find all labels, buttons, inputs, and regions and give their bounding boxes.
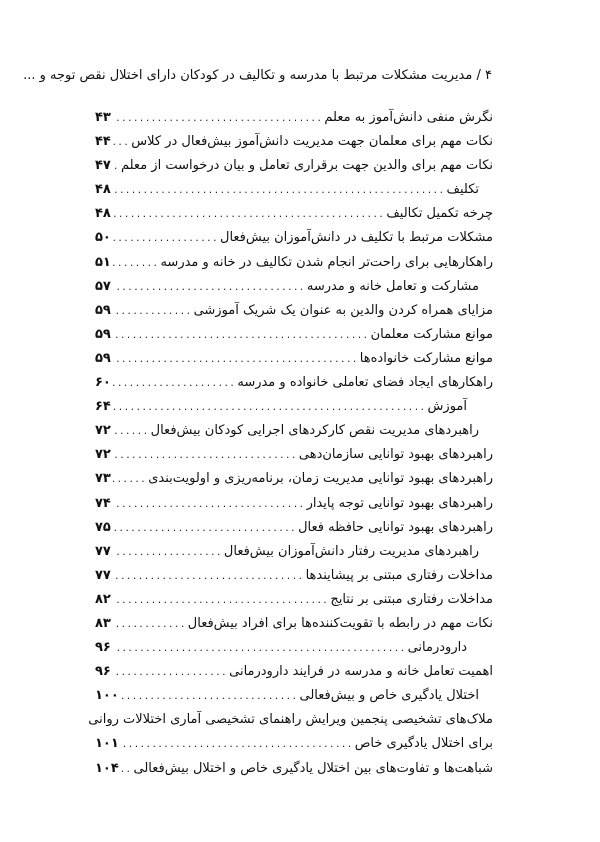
toc-entry-title: راهکارهایی برای راحت‌تر انجام شدن تکالیف در خانه و مدرسه (160, 254, 493, 270)
toc-entry-page-number: ۵۷ (95, 278, 111, 294)
toc-entry-page-number: ۷۲ (95, 423, 111, 439)
toc-entry-title: مزایای همراه کردن والدین به عنوان یک شریک آموزشی (193, 302, 493, 318)
toc-entry-page-number: ۸۲ (95, 591, 111, 607)
toc-entry-title: موانع مشارکت خانواده‌ها (359, 350, 493, 366)
toc-entry[interactable] (95, 182, 493, 206)
toc-leader-dots (113, 162, 119, 172)
header-page-number: ۴ (485, 68, 492, 83)
toc-leader-dots (113, 307, 192, 317)
toc-entry[interactable] (95, 423, 493, 447)
toc-entry[interactable] (95, 134, 493, 158)
toc-entry[interactable] (88, 712, 493, 736)
toc-leader-dots (113, 644, 406, 654)
toc-entry[interactable] (95, 761, 493, 785)
toc-entry[interactable] (95, 303, 493, 327)
toc-entry-page-number: ۴۷ (95, 158, 111, 174)
toc-entry[interactable] (95, 351, 493, 375)
toc-entry-title: راهبردهای بهبود توانایی توجه پایدار (306, 495, 493, 511)
toc-entry-page-number: ۵۰ (95, 230, 111, 246)
toc-entry[interactable] (95, 375, 493, 399)
toc-entry-page-number: ۴۳ (95, 110, 111, 125)
toc-leader-dots (113, 186, 445, 196)
toc-entry-title: شباهت‌ها و تفاوت‌های بین اختلال یادگیری خاص و اختلال بیش‌فعالی (133, 760, 493, 776)
toc-entry[interactable] (95, 399, 493, 423)
toc-entry-page-number: ۴۴ (95, 134, 111, 150)
toc-leader-dots (113, 475, 146, 485)
toc-entry-page-number: ۷۷ (95, 543, 111, 559)
toc-entry-title: مداخلات رفتاری مبتنی بر نتایج (330, 591, 493, 607)
toc-entry-title: موانع مشارکت معلمان (370, 326, 493, 342)
toc-entry-page-number: ۶۴ (95, 399, 111, 415)
table-of-contents (88, 110, 493, 785)
toc-entry-title: اختلال یادگیری خاص و بیش‌فعالی (299, 688, 479, 704)
toc-leader-dots (113, 572, 304, 582)
toc-leader-dots (121, 740, 353, 750)
toc-entry-page-number: ۴۸ (95, 182, 111, 198)
toc-entry[interactable] (95, 568, 493, 592)
toc-leader-dots (113, 331, 369, 341)
toc-entry[interactable] (95, 496, 493, 520)
toc-entry-title: راهبردهای بهبود توانایی مدیریت زمان، برنامه‌ریزی و اولویت‌بندی (148, 471, 493, 487)
toc-entry[interactable] (95, 688, 493, 712)
toc-entry-title: راهبردهای بهبود توانایی سازمان‌دهی (298, 447, 493, 463)
toc-entry[interactable] (95, 616, 493, 640)
toc-entry-page-number: ۷۴ (95, 495, 111, 511)
toc-leader-dots (113, 234, 218, 244)
toc-entry-page-number: ۵۹ (95, 326, 111, 342)
toc-entry[interactable] (95, 736, 493, 760)
toc-entry[interactable] (95, 279, 493, 303)
header-running-title: مدیریت مشکلات مرتبط با مدرسه و تکالیف در کودکان دارای اختلال نقص توجه و ... (23, 68, 473, 83)
toc-leader-dots (113, 596, 328, 606)
toc-entry-page-number: ۱۰۰ (95, 688, 119, 704)
toc-leader-dots (113, 403, 426, 413)
toc-entry[interactable] (95, 592, 493, 616)
toc-entry[interactable] (95, 544, 493, 568)
toc-entry-page-number: ۴۸ (95, 206, 111, 222)
toc-entry-page-number: ۷۵ (95, 519, 111, 535)
toc-entry-page-number: ۷۲ (95, 447, 111, 463)
toc-entry[interactable] (95, 255, 493, 279)
toc-entry-page-number: ۸۳ (95, 615, 111, 631)
toc-leader-dots (113, 138, 129, 148)
toc-entry-page-number: ۱۰۱ (95, 736, 119, 752)
toc-entry-page-number: ۹۶ (95, 664, 111, 680)
toc-entry[interactable] (95, 230, 493, 254)
toc-leader-dots (121, 692, 298, 702)
toc-entry-title: راهبردهای بهبود توانایی حافظه فعال (298, 519, 493, 535)
toc-entry-title: ملاک‌های تشخیصی پنجمین ویرایش راهنمای تشخیصی آماری اختلالات روانی (88, 712, 493, 728)
toc-entry-page-number: ۵۹ (95, 350, 111, 366)
toc-entry-title: نکات مهم برای معلمان جهت مدیریت دانش‌آموز بیش‌فعال در کلاس (131, 134, 493, 150)
toc-entry[interactable] (95, 520, 493, 544)
toc-entry-page-number: ۶۰ (95, 375, 111, 391)
toc-leader-dots (113, 379, 235, 389)
toc-leader-dots (113, 259, 159, 269)
toc-entry-page-number: ۷۷ (95, 567, 111, 583)
toc-entry-page-number: ۱۰۴ (95, 760, 119, 776)
toc-leader-dots (113, 668, 227, 678)
toc-entry[interactable] (95, 664, 493, 688)
toc-leader-dots (113, 427, 149, 437)
running-header (23, 68, 492, 83)
toc-entry-title: نکات مهم در رابطه با تقویت‌کننده‌ها برای افراد بیش‌فعال (187, 615, 493, 631)
toc-entry[interactable] (95, 471, 493, 495)
toc-entry-title: تکلیف (446, 182, 479, 198)
toc-entry[interactable] (95, 327, 493, 351)
toc-entry-page-number: ۵۱ (95, 254, 111, 270)
toc-leader-dots (113, 210, 384, 220)
toc-entry[interactable] (95, 640, 493, 664)
toc-entry-title: چرخه تکمیل تکالیف (386, 206, 493, 222)
toc-entry[interactable] (95, 206, 493, 230)
toc-leader-dots (113, 524, 296, 534)
toc-leader-dots (113, 500, 305, 510)
toc-leader-dots (113, 451, 297, 461)
toc-entry-title: آموزش (427, 399, 467, 415)
toc-entry-title: برای اختلال یادگیری خاص (354, 736, 493, 752)
toc-entry[interactable] (95, 158, 493, 182)
toc-entry-page-number: ۹۶ (95, 640, 111, 656)
toc-entry-title: راهکارهای ایجاد فضای تعاملی خانواده و مدرسه (237, 375, 493, 391)
toc-entry-title: دارودرمانی (407, 640, 467, 656)
toc-leader-dots (113, 355, 358, 365)
toc-entry-page-number: ۵۹ (95, 302, 111, 318)
toc-entry-title: نکات مهم برای والدین جهت برقراری تعامل و بیان درخواست از معلم (120, 158, 493, 174)
toc-entry-title: اهمیت تعامل خانه و مدرسه در فرایند دارودرمانی (229, 664, 493, 680)
toc-entry[interactable] (95, 447, 493, 471)
toc-entry-title: راهبردهای مدیریت نقص کارکردهای اجرایی کودکان بیش‌فعال (150, 423, 479, 439)
toc-entry-title: نگرش منفی دانش‌آموز به معلم (324, 110, 493, 125)
toc-entry-title: مشکلات مرتبط با تکلیف در دانش‌آموزان بیش‌فعال (220, 230, 493, 246)
toc-leader-dots (113, 620, 186, 630)
toc-entry-page-number: ۷۳ (95, 471, 111, 487)
toc-entry-title: مداخلات رفتاری مبتنی بر پیشایندها (305, 567, 493, 583)
toc-entry-title: راهبردهای مدیریت رفتار دانش‌آموزان بیش‌فعال (223, 543, 479, 559)
toc-leader-dots (113, 548, 222, 558)
toc-leader-dots (121, 765, 132, 775)
toc-entry-title: مشارکت و تعامل خانه و مدرسه (306, 278, 479, 294)
toc-leader-dots (113, 114, 323, 124)
toc-entry[interactable] (95, 110, 493, 134)
toc-leader-dots (113, 283, 305, 293)
header-separator: / (476, 68, 481, 83)
